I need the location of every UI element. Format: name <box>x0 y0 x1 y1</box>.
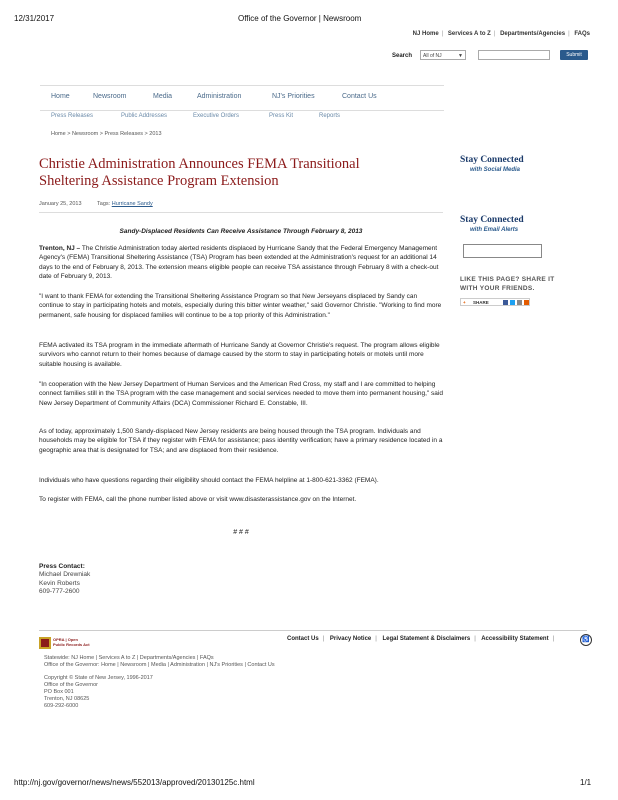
search-submit-button[interactable]: Submit <box>560 50 588 60</box>
paragraph-5: As of today, approximately 1,500 Sandy-displaced New Jersey residents are being housed through the TSA program. Individuals and households may be eligible for TSA if they register with FEMA for assistance; pass identity verification; have a primary residence located in a geographic area that is designated for TSA; and are displaced from their residence. <box>39 428 443 454</box>
title-line-2: Sheltering Assistance Program Extension <box>39 173 279 189</box>
paragraph-1 <box>39 244 443 282</box>
paragraph-6: Individuals who have questions regarding their eligibility should contact the FEMA helpline at 1-800-621-3362 (FEMA). <box>39 477 379 484</box>
footer-address-1: Office of the Governor <box>44 682 99 688</box>
top-links: NJ Home | Services A to Z | Departments/Agencies | FAQs <box>412 31 590 37</box>
footer-divider <box>39 630 587 631</box>
footer-privacy[interactable]: Privacy Notice <box>329 636 372 642</box>
share-label: SHARE <box>473 300 489 305</box>
email-subtitle[interactable]: with Email Alerts <box>470 227 519 233</box>
accessibility-icon[interactable]: ♿ <box>580 634 592 646</box>
main-nav <box>40 85 444 111</box>
press-contact-label: Press Contact: <box>39 563 85 570</box>
nav-home[interactable]: Home <box>51 93 70 100</box>
search-scope-select[interactable] <box>420 50 466 60</box>
top-link-departments[interactable]: Departments/Agencies <box>500 31 566 37</box>
breadcrumb[interactable]: Home > Newsroom > Press Releases > 2013 <box>51 131 162 137</box>
print-url: http://nj.gov/governor/news/news/552013/approved/20130125c.html <box>14 778 255 787</box>
email-field[interactable] <box>463 244 542 258</box>
press-contact-name-1: Michael Drewniak <box>39 571 91 579</box>
paragraph-2: "I want to thank FEMA for extending the Transitional Sheltering Assistance Program so that New Jerseyans displaced by Sandy can continue to stay in participating hotels and motels, especially during this bitter winter weather," said Governor Christie. "Working to find more permanent, safe housing for displaced families will continue to be a top priority of this Administration." <box>39 293 442 319</box>
article-meta <box>39 201 153 207</box>
end-mark: # # # <box>233 529 249 536</box>
share-prompt <box>460 275 554 293</box>
nav-newsroom[interactable]: Newsroom <box>93 93 127 100</box>
opra-line-1: OPRA | Open <box>53 637 78 642</box>
footer-address-3: Trenton, NJ 08625 <box>44 696 90 702</box>
subnav-executive-orders[interactable]: Executive Orders <box>193 113 240 119</box>
press-contact-phone: 609-777-2600 <box>39 587 80 595</box>
footer-contact[interactable]: Contact Us <box>287 636 319 642</box>
article-subtitle: Sandy-Displaced Residents Can Receive Assistance Through February 8, 2013 <box>119 228 363 235</box>
social-title: Stay Connected <box>460 155 524 165</box>
dateline: Trenton, NJ – <box>39 245 81 252</box>
search-scope-value: All of NJ <box>423 53 442 59</box>
nav-contact[interactable]: Contact Us <box>342 93 377 100</box>
social-subtitle[interactable]: with Social Media <box>470 167 521 173</box>
title-line-1: Christie Administration Announces FEMA Transitional <box>39 156 360 172</box>
nav-priorities[interactable]: NJ's Priorities <box>272 93 315 100</box>
share-button[interactable] <box>460 298 530 306</box>
footer-copyright: Copyright © State of New Jersey, 1996-2017 <box>44 675 153 681</box>
footer-address-2: PO Box 001 <box>44 689 74 695</box>
page-title <box>39 156 419 190</box>
paragraph-7: To register with FEMA, call the phone number listed above or visit www.disasterassistance.gov on the Internet. <box>39 496 357 503</box>
paragraph-3: FEMA activated its TSA program in the immediate aftermath of Hurricane Sandy at Governor Christie's request. The program allows eligible survivors who cannot return to their homes because of damage caused by the storm to stay in participating hotels or motels until more suitable housing is available. <box>39 342 440 368</box>
search-bar <box>392 50 590 62</box>
opra-logo[interactable] <box>39 636 90 650</box>
footer-phone: 609-292-6000 <box>44 703 79 709</box>
footer-statewide[interactable]: Statewide: NJ Home | Services A to Z | Departments/Agencies | FAQs <box>44 655 214 661</box>
subnav-reports[interactable]: Reports <box>319 113 341 119</box>
facebook-icon <box>503 300 508 305</box>
footer-accessibility[interactable]: Accessibility Statement <box>481 636 549 642</box>
footer-legal[interactable]: Legal Statement & Disclaimers <box>382 636 471 642</box>
plus-icon: + <box>463 300 466 305</box>
twitter-icon <box>510 300 515 305</box>
paragraph-4: "In cooperation with the New Jersey Department of Human Services and the American Red Cross, my staff and I are committed to helping connect families still in the TSA program with the case management and social services needed to move them into permanent housing," said New Jersey Department of Community Affairs (DCA) Commissioner Richard E. Constable, III. <box>39 381 443 407</box>
top-link-services[interactable]: Services A to Z <box>447 31 491 37</box>
divider <box>39 212 443 213</box>
top-link-nj-home[interactable]: NJ Home <box>412 31 439 37</box>
tag-link[interactable]: Hurricane Sandy <box>111 201 153 207</box>
share-prompt-line-1: LIKE THIS PAGE? SHARE IT <box>460 276 555 283</box>
top-link-faqs[interactable]: FAQs <box>574 31 590 37</box>
print-page-title: Office of the Governor | Newsroom <box>238 14 362 23</box>
paragraph-1-text: The Christie Administration today alerted residents displaced by Hurricane Sandy that the Federal Emergency Management Agency's (FEMA) Transitional Sheltering Assistance (TSA) Program has been extended at the Administration's request for an additional 14 days to the end of February 8, 2013. The extension means eligible people can receive TSA assistance through February 8 with a check-out date of February 9, 2013. <box>39 245 439 281</box>
press-contact <box>39 563 90 596</box>
share-prompt-line-2: WITH YOUR FRIENDS. <box>460 285 535 292</box>
print-page-count: 1/1 <box>580 778 592 787</box>
email-title: Stay Connected <box>460 215 524 225</box>
tags-label: Tags: <box>97 201 111 207</box>
subnav-public-addresses[interactable]: Public Addresses <box>121 113 168 119</box>
nav-media[interactable]: Media <box>153 93 173 100</box>
print-date: 12/31/2017 <box>14 14 55 23</box>
subnav-press-kit[interactable]: Press Kit <box>269 113 294 119</box>
footer-governor-links[interactable]: Office of the Governor: Home | Newsroom | Media | Administration | NJ's Priorities | Contact Us <box>44 662 275 668</box>
email-icon <box>517 300 522 305</box>
search-label: Search <box>392 53 413 59</box>
more-icon <box>524 300 529 305</box>
subnav-press-releases[interactable]: Press Releases <box>51 113 94 119</box>
nav-administration[interactable]: Administration <box>197 93 242 100</box>
press-contact-name-2: Kevin Roberts <box>39 579 80 587</box>
search-input[interactable] <box>478 50 550 60</box>
footer-links: Contact Us | Privacy Notice | Legal Statement & Disclaimers | Accessibility Statement | <box>287 636 555 642</box>
article-date: January 25, 2013 <box>39 201 82 207</box>
chevron-down-icon: ▼ <box>458 53 463 59</box>
opra-line-2: Public Records Act <box>53 642 90 647</box>
